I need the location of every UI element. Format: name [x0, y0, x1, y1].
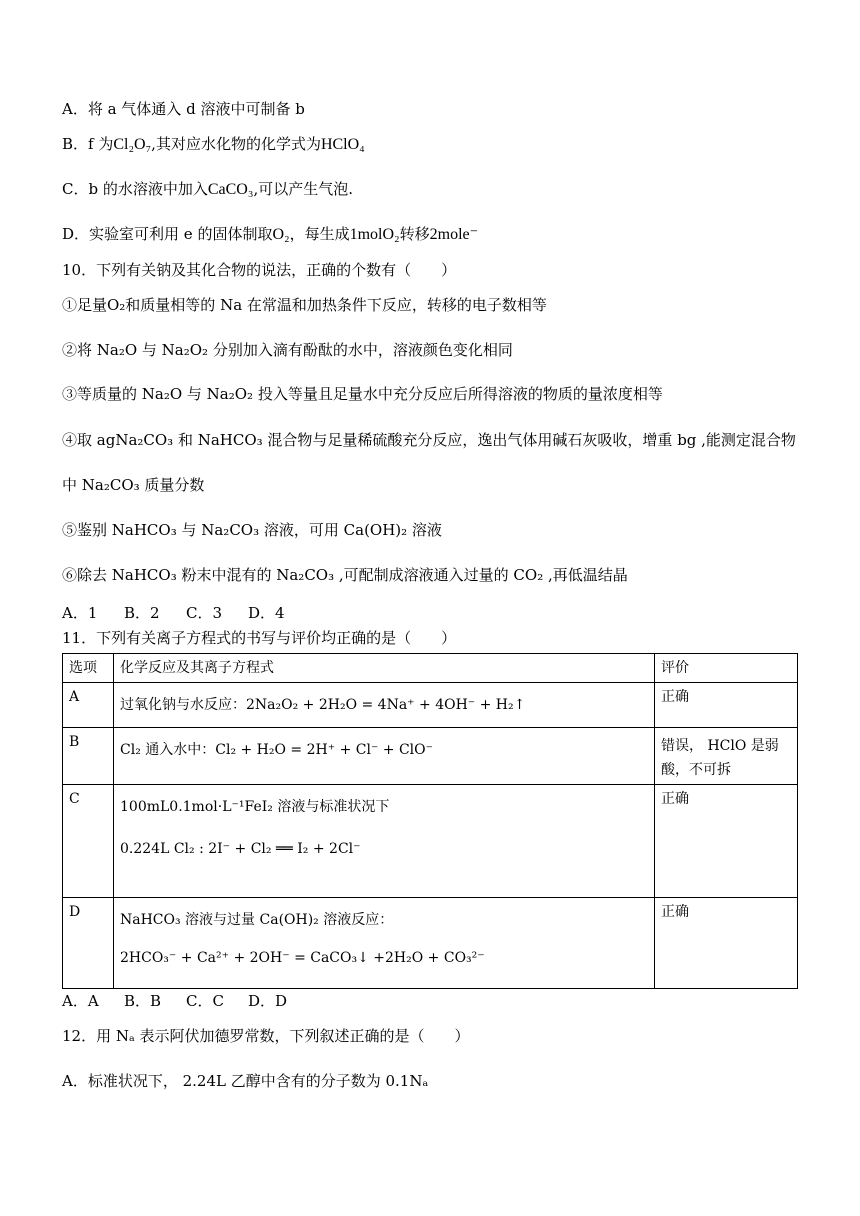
q9-option-c-suffix: ,可以产生气泡. [253, 180, 353, 198]
formula-cl2o7: Cl₂O₇ [113, 136, 152, 153]
q11-choices [62, 991, 310, 1011]
formula-2mole: 2mole⁻ [429, 226, 479, 243]
q10-item-6: ⑥除去 NaHCO₃ 粉末中混有的 Na₂CO₃ ,可配制成溶液通入过量的 CO₂ ,再低温结晶 [62, 566, 628, 584]
row-a-equation: 过氧化钠与水反应：2Na₂O₂ + 2H₂O = 4Na⁺ + 4OH⁻ + H₂↑ [120, 697, 526, 713]
q12-option-a: A．标准状况下， 2.24L 乙醇中含有的分子数为 0.1Nₐ [62, 1072, 429, 1090]
row-a-evaluation: 正确 [655, 683, 798, 728]
formula-hclo4: HClO₄ [320, 136, 365, 153]
q11-choice-b: B．B [124, 992, 162, 1010]
q10-choice-c: C．3 [186, 604, 223, 622]
q11-choice-a: A．A [62, 992, 99, 1010]
formula-o2: O₂ [272, 226, 290, 243]
row-b-eval-line1: 错误， HClO 是弱 [661, 738, 779, 754]
row-c-evaluation: 正确 [655, 785, 798, 898]
formula-caco3: CaCO₃ [207, 181, 254, 198]
header-reaction: 化学反应及其离子方程式 [114, 654, 655, 683]
q10-item-5: ⑤鉴别 NaHCO₃ 与 Na₂CO₃ 溶液，可用 Ca(OH)₂ 溶液 [62, 521, 442, 539]
q11-choice-c: C．C [186, 992, 224, 1010]
q9-option-c-prefix: C．b 的水溶液中加入 [62, 180, 208, 198]
row-a-option: A [63, 683, 114, 728]
q10-item-1: ①足量O₂和质量相等的 Na 在常温和加热条件下反应，转移的电子数相等 [62, 296, 547, 314]
q12-stem: 12．用 Nₐ 表示阿伏加德罗常数，下列叙述正确的是（ ） [62, 1027, 470, 1045]
q9-option-d-mid: ，每生成 [289, 225, 350, 243]
header-evaluation: 评价 [655, 654, 798, 683]
q9-option-a: A．将 a 气体通入 d 溶液中可制备 b [62, 100, 305, 118]
row-a-reaction [114, 683, 655, 728]
q10-choice-b: B．2 [124, 604, 160, 622]
q10-item-3: ③等质量的 Na₂O 与 Na₂O₂ 投入等量且足量水中充分反应后所得溶液的物质的量浓度相等 [62, 385, 663, 403]
q10-item-4-cont: 中 Na₂CO₃ 质量分数 [62, 476, 205, 494]
row-d-line2: 2HCO₃⁻ + Ca²⁺ + 2OH⁻ = CaCO₃↓ +2H₂O + CO₃²⁻ [120, 950, 485, 966]
q10-item-2: ②将 Na₂O 与 Na₂O₂ 分别加入滴有酚酞的水中，溶液颜色变化相同 [62, 341, 513, 359]
table-row [63, 785, 798, 898]
q10-choices [62, 603, 310, 623]
q9-option-b-prefix: B．f 为 [62, 135, 114, 153]
q11-stem: 11．下列有关离子方程式的书写与评价均正确的是（ ） [62, 629, 457, 647]
header-option: 选项 [63, 654, 114, 683]
q9-option-c [62, 179, 353, 200]
table-header-row [63, 654, 798, 683]
q10-stem: 10．下列有关钠及其化合物的说法，正确的个数有（ ） [62, 261, 457, 279]
q9-option-d-prefix: D．实验室可利用 e 的固体制取 [62, 225, 273, 243]
q9-option-d-mid2: 转移 [399, 225, 430, 243]
table-row [63, 683, 798, 728]
q10-item-4: ④取 agNa₂CO₃ 和 NaHCO₃ 混合物与足量稀硫酸充分反应，逸出气体用碱石灰吸收，增重 bg ,能测定混合物 [62, 431, 796, 449]
q10-choice-d: D．4 [248, 604, 285, 622]
q11-choice-d: D．D [248, 992, 288, 1010]
row-c-reaction [114, 785, 655, 898]
q9-option-b [62, 134, 365, 155]
formula-1molo2: 1molO₂ [349, 226, 400, 243]
q9-option-d [62, 224, 478, 245]
row-d-line1: NaHCO₃ 溶液与过量 Ca(OH)₂ 溶液反应： [120, 912, 394, 928]
row-d-reaction [114, 898, 655, 989]
row-c-line1: 100mL0.1mol·L⁻¹FeI₂ 溶液与标准状况下 [120, 799, 390, 815]
row-d-option: D [63, 898, 114, 989]
row-b-option: B [63, 728, 114, 785]
q11-table [62, 653, 798, 989]
row-b-evaluation [655, 728, 798, 785]
row-b-eval-line2: 酸，不可拆 [661, 762, 731, 778]
row-c-line2: 0.224L Cl₂ : 2I⁻ + Cl₂ ══ I₂ + 2Cl⁻ [120, 841, 361, 857]
row-b-reaction [114, 728, 655, 785]
table-row [63, 728, 798, 785]
q9-option-b-mid: ,其对应水化物的化学式为 [151, 135, 321, 153]
row-b-equation: Cl₂ 通入水中：Cl₂ + H₂O = 2H⁺ + Cl⁻ + ClO⁻ [120, 742, 434, 758]
row-c-option: C [63, 785, 114, 898]
q10-choice-a: A．1 [62, 604, 98, 622]
table-row [63, 898, 798, 989]
row-d-evaluation: 正确 [655, 898, 798, 989]
